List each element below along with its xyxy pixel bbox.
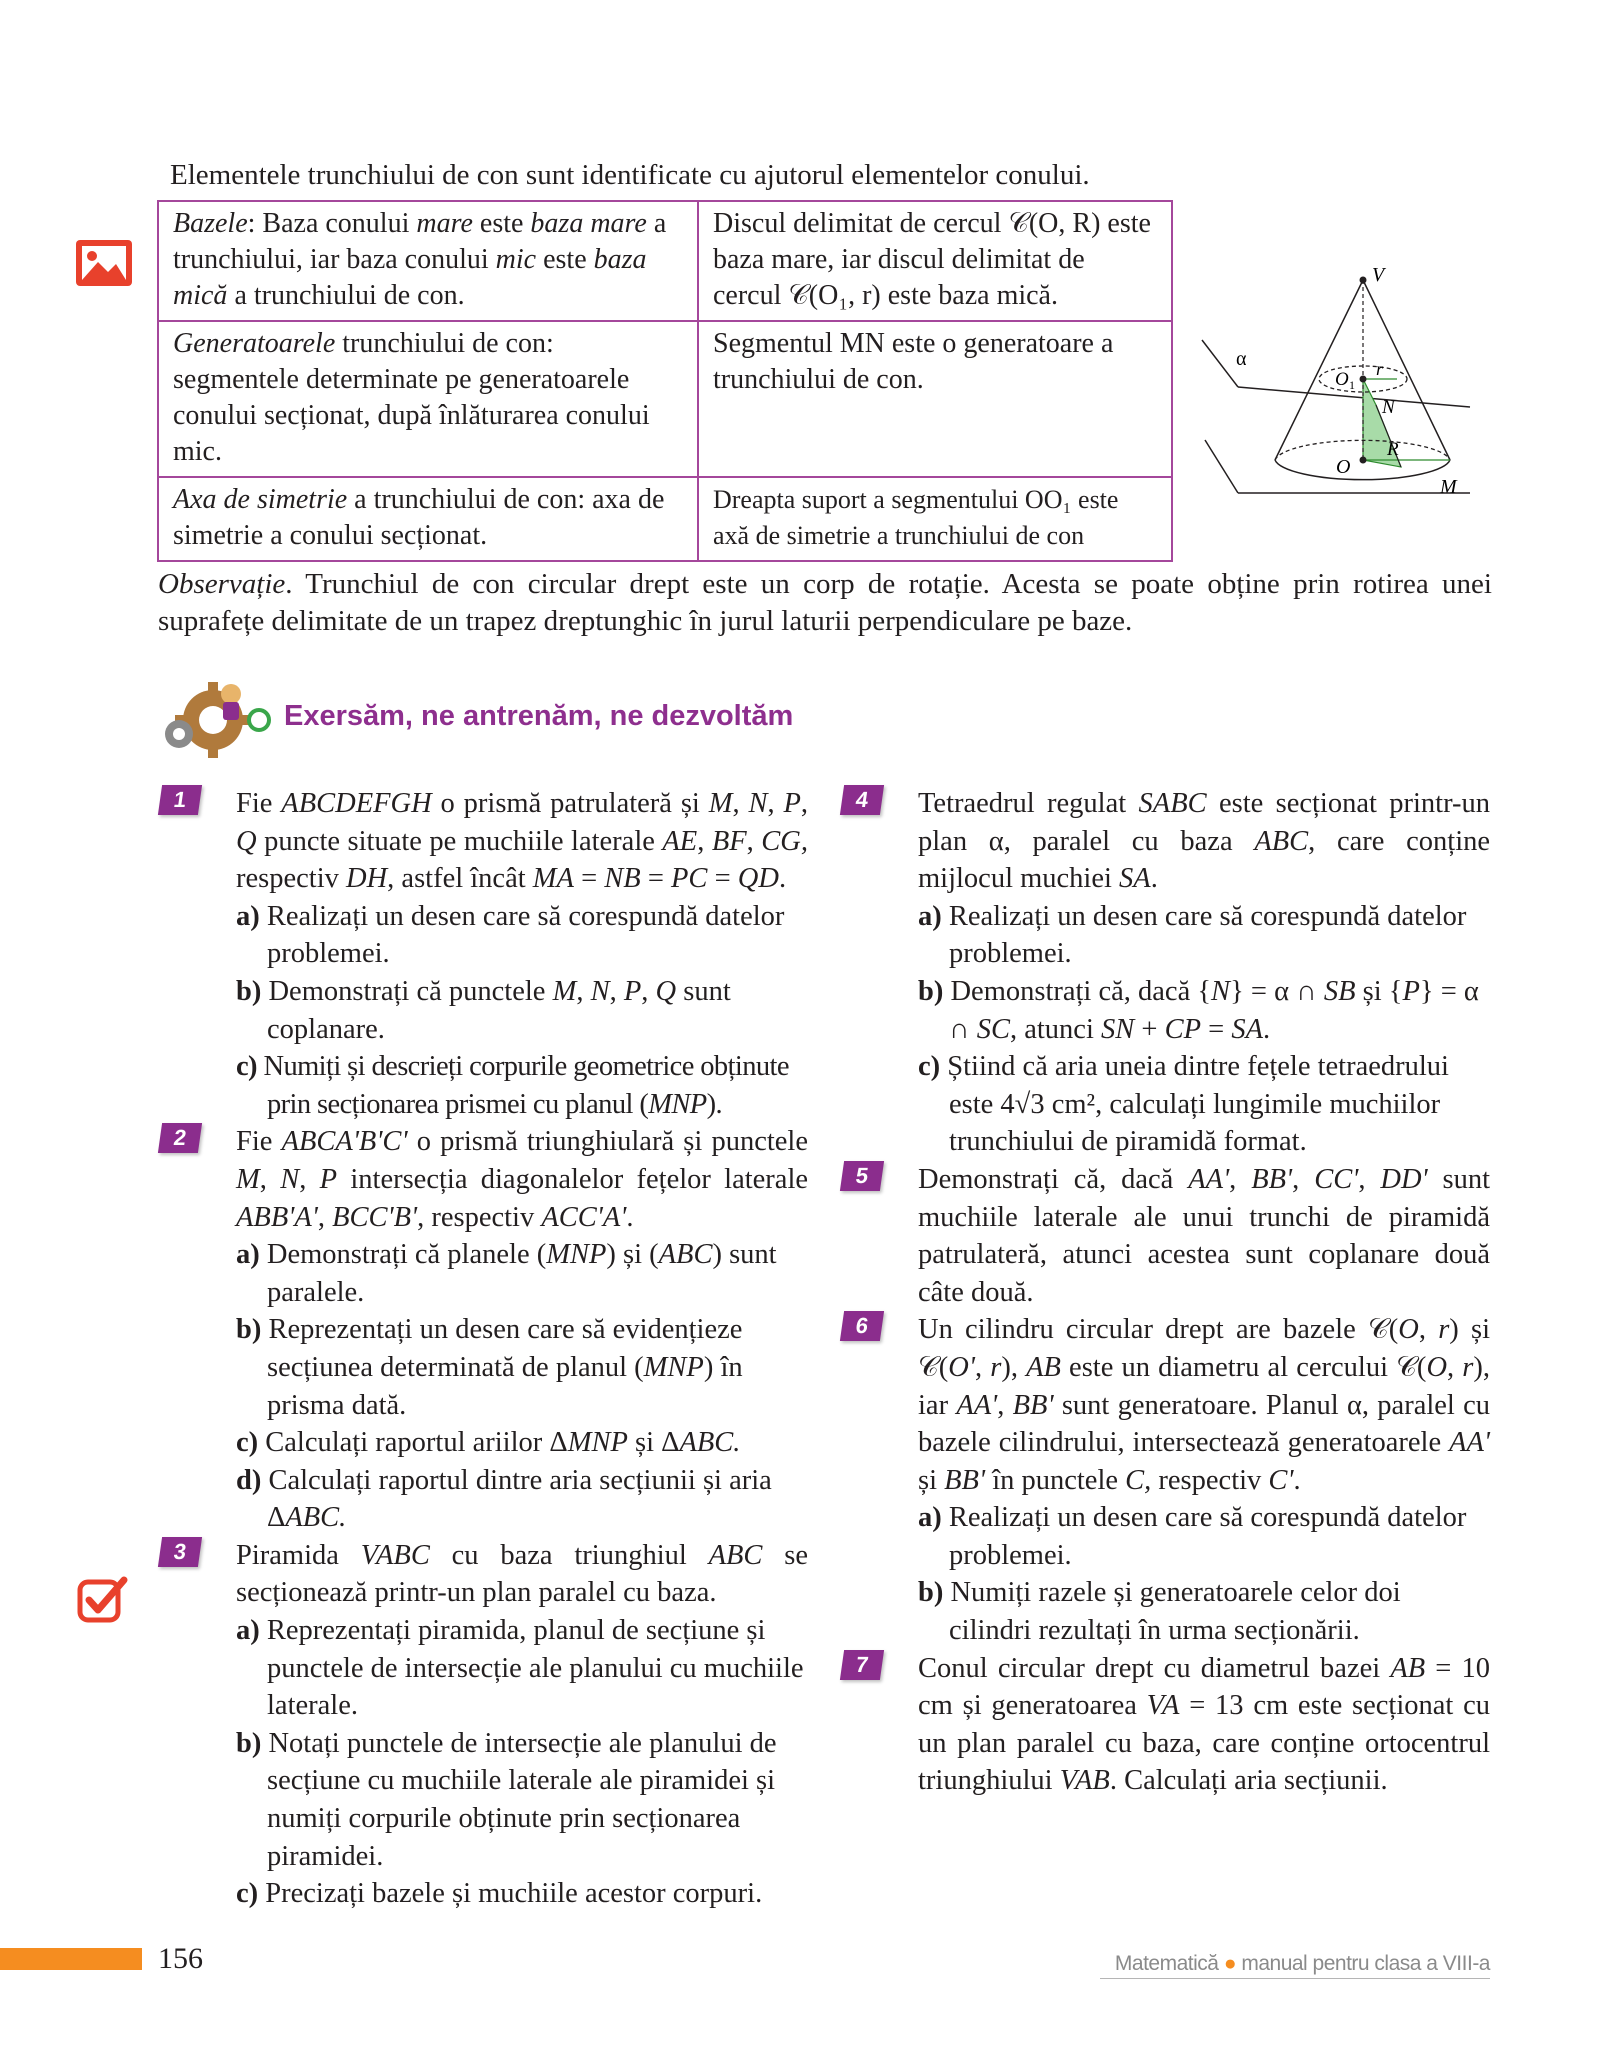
exercise-4 (854, 785, 1491, 1161)
exercise-7 (854, 1650, 1491, 1800)
observation-paragraph: Observație. Trunchiul de con circular drept este un corp de rotație. Acesta se poate obține prin rotirea unei suprafețe delimitate de un trapez dreptunghic în jurul laturii perpendiculare pe baze. (158, 568, 1492, 637)
exercise-part: d) Calculați raportul dintre aria secțiunii și aria ΔABC. (236, 1464, 772, 1534)
label-o: O (1336, 456, 1351, 478)
exercise-text: Fie ABCDEFGH o prismă patrulateră și M, N, P, Q puncte situate pe muchiile laterale AE, BF, CG, respectiv DH, astfel încât MA = NB = PC = QD. (236, 788, 809, 895)
exercise-text: Fie ABCA'B'C' o prismă triunghiulară și punctele M, N, P intersecția diagonalelor fețelor laterale ABB'A', BCC'B', respectiv ACC'A'. (236, 1126, 809, 1233)
exercise-1 (172, 785, 809, 1123)
exercise-part: b) Notați punctele de intersecție ale planului de secțiune cu muchiile laterale ale piramidei și numiți corpurile obținute prin secționarea piramidei. (236, 1727, 777, 1872)
cell-text: a trunchiului de con: axa de simetrie a conului secționat. (173, 484, 665, 551)
cell-text: trunchiului de con: segmentele determinate pe generatoarele conului secționat, după înlăturarea conului mic. (173, 328, 650, 467)
exercise-number-badge: 3 (158, 1537, 202, 1567)
exercise-part: b) Demonstrați că, dacă {N} = α ∩ SB și {P} = α ∩ SC, atunci SN + CP = SA. (918, 975, 1479, 1045)
checklist-icon (76, 1572, 130, 1626)
table-cell: Discul delimitat de cercul 𝒞(O, R) este baza mare, iar discul delimitat de cercul 𝒞(O₁, r) este baza mică. (698, 201, 1172, 321)
exercise-text: Un cilindru circular drept are bazele 𝒞(O, r) și 𝒞(O', r), AB este un diametru al cercului 𝒞(O, r), iar AA', BB' sunt generatoare. Planul α, paralel cu bazele cilindrului, intersectează generatoarele AA' și BB' în punctele C, respectiv C'. (918, 1314, 1491, 1496)
exercise-number-badge: 7 (840, 1650, 884, 1680)
exercise-part: a) Realizați un desen care să corespundă datelor problemei. (236, 900, 785, 970)
exercise-text: Conul circular drept cu diametrul bazei AB = 10 cm și generatoarea VA = 13 cm este secționat cu un plan paralel cu baza, care conține ortocentrul triunghiului VAB. Calculați aria secțiunii. (918, 1652, 1491, 1797)
exercise-5 (854, 1161, 1491, 1311)
exercise-part: c) Numiți și descrieți corpurile geometrice obținute prin secționarea prismei cu planul (MNP). (236, 1051, 789, 1120)
table-row (158, 477, 1172, 561)
exercise-2 (172, 1123, 809, 1537)
page-number: 156 (158, 1942, 203, 1975)
exercise-part: a) Reprezentați piramida, planul de secțiune și punctele de intersecție ale planului cu muchiile laterale. (236, 1615, 804, 1722)
label-o1: O (1335, 369, 1349, 390)
label-o1-sub: 1 (1349, 378, 1355, 392)
exercise-part: a) Realizați un desen care să corespundă datelor problemei. (918, 900, 1467, 970)
label-m: M (1440, 476, 1457, 498)
intro-text: Elementele trunchiului de con sunt identificate cu ajutorul elementelor conului. (170, 159, 1090, 191)
table-cell: Segmentul MN este o generatoare a trunchiului de con. (698, 321, 1172, 477)
footer-divider (1100, 1978, 1490, 1979)
exercises-right-column (854, 785, 1491, 1800)
exercise-part: a) Realizați un desen care să corespundă datelor problemei. (918, 1502, 1467, 1571)
exercise-part: b) Numiți razele și generatoarele celor doi cilindri rezultați în urma secționării. (918, 1577, 1401, 1647)
exercise-text: Tetraedrul regulat SABC este secționat printr-un plan α, paralel cu baza ABC, care conține mijlocul muchiei SA. (918, 788, 1491, 895)
exercise-text: Piramida VABC cu baza triunghiul ABC se secționează printr-un plan paralel cu baza. (236, 1539, 808, 1609)
exercise-part: c) Știind că aria uneia dintre fețele tetraedrului este 4√3 cm², calculați lungimile muchiilor trunchiului de piramidă format. (918, 1051, 1449, 1158)
table-cell: Axa de simetrie a trunchiului de con: axa de simetrie a conului secționat. (158, 477, 698, 561)
label-r-big: R (1387, 439, 1399, 460)
exercise-part: a) Demonstrați că planele (MNP) și (ABC) sunt paralele. (236, 1239, 777, 1308)
exercises-left-column (172, 785, 809, 1913)
exercise-number-badge: 2 (158, 1123, 202, 1153)
exercise-number-badge: 6 (840, 1311, 884, 1341)
definitions-table (157, 200, 1173, 562)
label-alpha: α (1236, 348, 1247, 370)
exercise-part: c) Calculați raportul ariilor ΔMNP și ΔABC. (236, 1427, 741, 1459)
exercise-number-badge: 4 (840, 785, 884, 815)
exercise-part: c) Precizați bazele și muchiile acestor corpuri. (236, 1878, 763, 1910)
cell-text: : Baza conului mare este baza mare a trunchiului, iar baza conului mic este baza mică a trunchiului de con. (173, 208, 667, 311)
exercise-3 (172, 1537, 808, 1913)
exercise-number-badge: 1 (158, 785, 202, 815)
label-n: N (1382, 397, 1395, 418)
cone-frustum-diagram (1200, 265, 1480, 505)
label-v: V (1372, 265, 1385, 286)
table-row (158, 201, 1172, 321)
label-r-small: r (1376, 359, 1384, 379)
exercise-6 (854, 1311, 1491, 1649)
image-icon (74, 238, 134, 288)
table-row (158, 321, 1172, 477)
exercise-part: b) Demonstrați că punctele M, N, P, Q sunt coplanare. (236, 975, 731, 1045)
table-cell: Dreapta suport a segmentului OO₁ este axă de simetrie a trunchiului de con (698, 477, 1172, 561)
footer-accent-bar (0, 1948, 142, 1970)
section-title: Exersăm, ne antrenăm, ne dezvoltăm (284, 700, 794, 732)
table-cell: Generatoarele trunchiului de con: segmentele determinate pe generatoarele conului secționat, după înlăturarea conului mic. (158, 321, 698, 477)
exercise-text: Demonstrați că, dacă AA', BB', CC', DD' sunt muchiile laterale ale unui trunchi de piramidă patrulateră, atunci acestea sunt coplanare două câte două. (918, 1163, 1491, 1308)
book-title: Matematică ● manual pentru clasa a VIII-a (1114, 1952, 1490, 1975)
exercise-part: b) Reprezentați un desen care să evidențieze secțiunea determinată de planul (MNP) în prisma dată. (236, 1314, 743, 1421)
exercise-number-badge: 5 (840, 1161, 884, 1191)
bullet-icon: ● (1223, 1952, 1236, 1975)
gears-icon (155, 672, 275, 762)
table-cell: Bazele: Baza conului mare este baza mare a trunchiului, iar baza conului mic este baza mică a trunchiului de con. (158, 201, 698, 321)
